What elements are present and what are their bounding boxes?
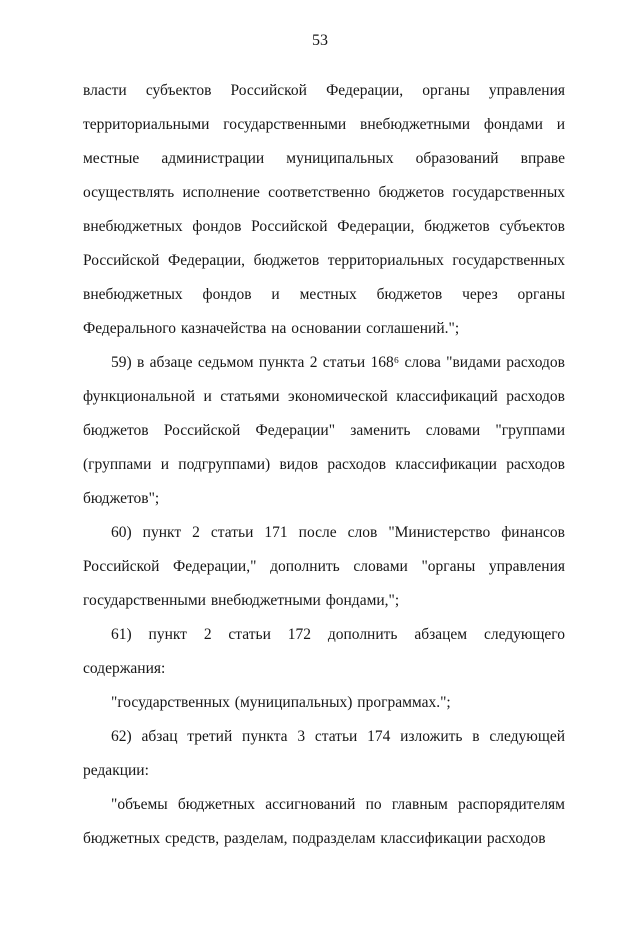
paragraph: 61) пункт 2 статьи 172 дополнить абзацем следующего содержания: bbox=[83, 626, 565, 677]
page-number: 53 bbox=[312, 32, 328, 49]
paragraph: 62) абзац третий пункта 3 статьи 174 изложить в следующей редакции: bbox=[83, 728, 565, 779]
paragraph: "объемы бюджетных ассигнований по главным распорядителям бюджетных средств, разделам, подразделам классификации расходов bbox=[83, 796, 565, 847]
paragraph: 59) в абзаце седьмом пункта 2 статьи 168⁶ слова "видами расходов функциональной и статьями экономической классификаций расходов бюджетов Российской Федерации" заменить словами "группами (группами и подгруппами) видов расходов классификации расходов бюджетов"; bbox=[83, 354, 565, 507]
paragraph: "государственных (муниципальных) программах."; bbox=[111, 694, 451, 711]
paragraph: власти субъектов Российской Федерации, органы управления территориальными государственными внебюджетными фондами и местные администрации муниципальных образований вправе осуществлять исполнение соответственно бюджетов государственных внебюджетных фондов Российской Федерации, бюджетов субъектов Российской Федерации, бюджетов территориальных государственных внебюджетных фондов и местных бюджетов через органы Федерального казначейства на основании соглашений."; bbox=[83, 82, 565, 337]
paragraph: 60) пункт 2 статьи 171 после слов "Министерство финансов Российской Федерации," дополнить словами "органы управления государственными внебюджетными фондами,"; bbox=[83, 524, 565, 609]
document-page bbox=[0, 31, 640, 936]
document-body bbox=[83, 74, 565, 856]
